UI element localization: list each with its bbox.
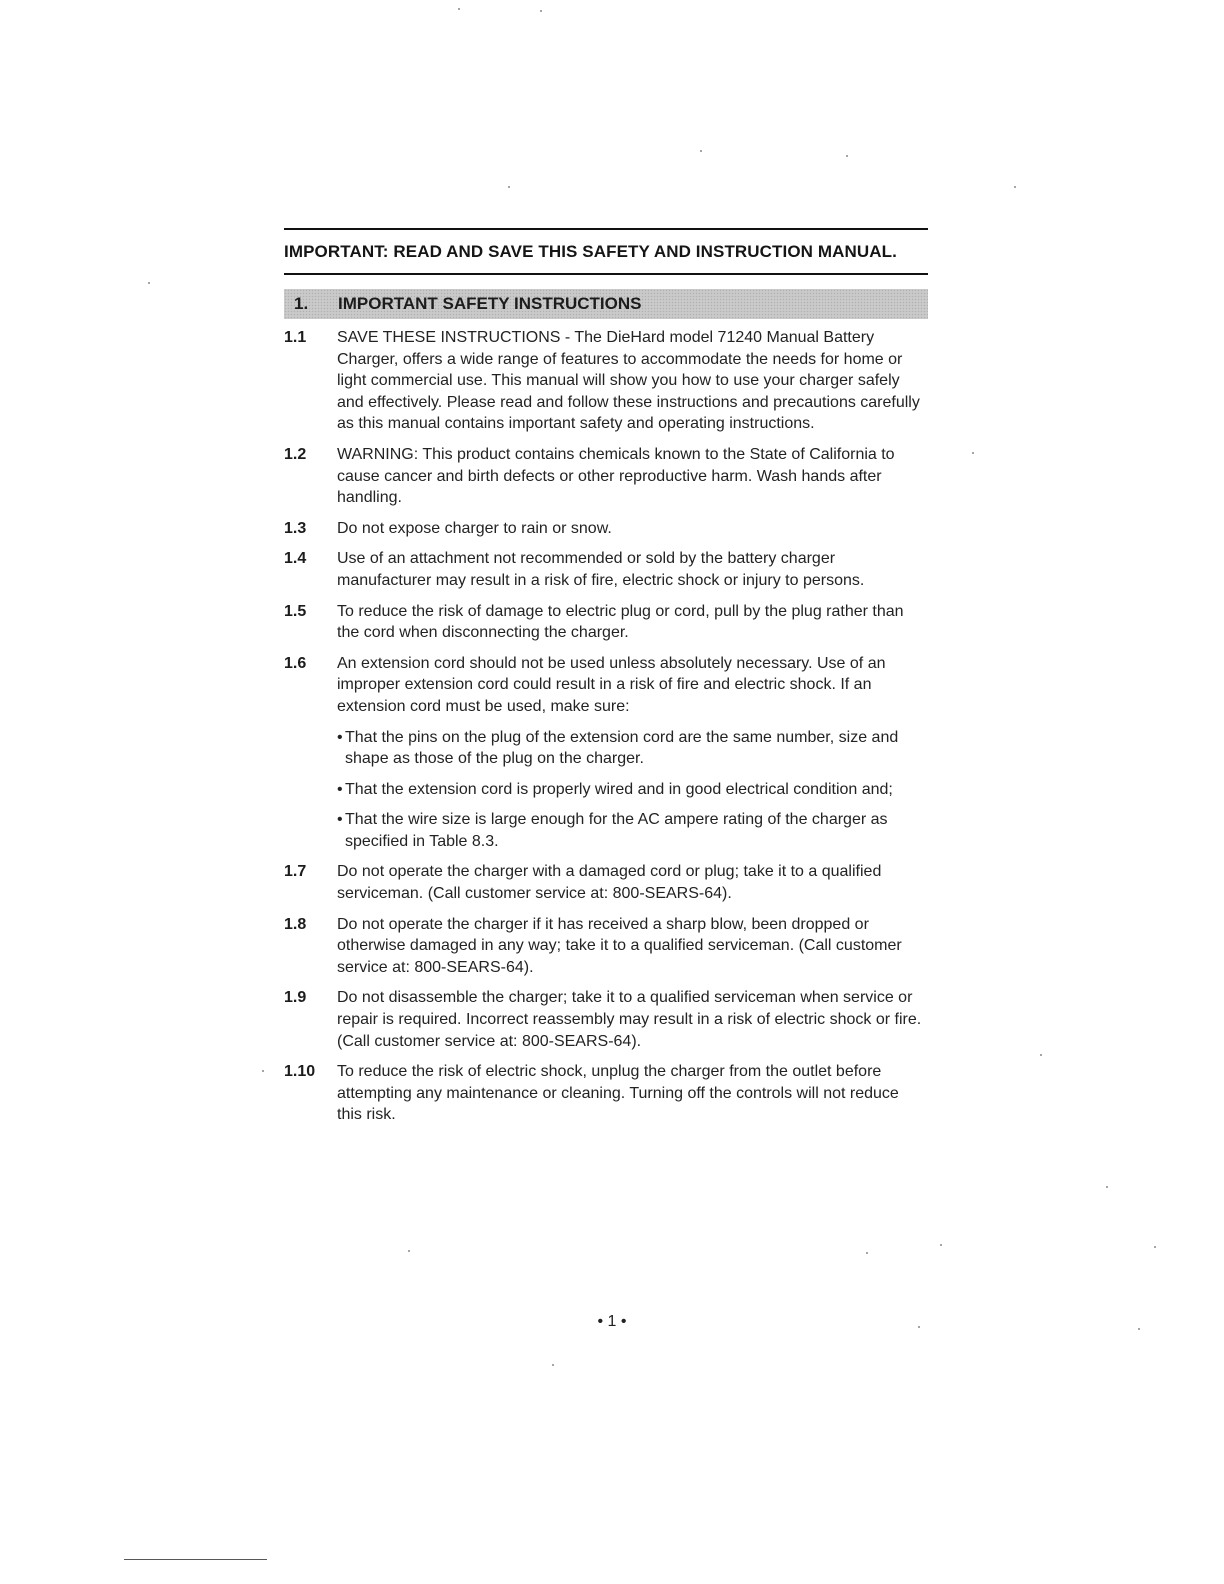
item-number: 1.7 [284,863,307,881]
scan-speck [148,282,150,284]
list-item [284,548,928,591]
scan-speck [846,155,848,157]
bullet-item [337,809,928,852]
list-item [284,601,928,644]
header-banner: IMPORTANT: READ AND SAVE THIS SAFETY AND INSTRUCTION MANUAL. [284,242,897,261]
item-number: 1.10 [284,1063,316,1081]
scan-speck [458,8,460,10]
scan-speck [552,1364,554,1366]
item-text: SAVE THESE INSTRUCTIONS - The DieHard model 71240 Manual Battery Charger, offers a wide range of features to accommodate the needs for home or light commercial use. This manual will show you how to use your charger safely and effectively. Please read and follow these instructions and precautions carefully as this manual contains important safety and operating instructions. [337,329,920,433]
section-number: 1. [294,294,309,313]
item-text: Do not disassemble the charger; take it to a qualified serviceman when service or repair is required. Incorrect reassembly may result in a risk of electric shock or fire. (Call customer service at: 800-SEARS-64). [337,989,922,1050]
item-number: 1.6 [284,654,307,672]
list-item [284,861,928,904]
instruction-list [284,327,928,1126]
bullet-text: That the pins on the plug of the extension cord are the same number, size and shape as those of the plug on the charger. [345,728,899,768]
item-text: To reduce the risk of electric shock, unplug the charger from the outlet before attempting any maintenance or cleaning. Turning off the controls will not reduce this risk. [337,1063,899,1124]
item-body [337,653,928,853]
scan-speck [1106,1186,1108,1188]
item-number: 1.3 [284,519,307,537]
page-content [284,228,928,1135]
scan-speck [408,1250,410,1252]
item-text: An extension cord should not be used unless absolutely necessary. Use of an improper extension cord could result in a risk of fire and electric shock. If an extension cord must be used, make sure: [337,654,886,715]
item-text: WARNING: This product contains chemicals known to the State of California to cause cancer and birth defects or other reproductive harm. Wash hands after handling. [337,445,895,507]
item-text: Do not expose charger to rain or snow. [337,519,612,537]
bullet-marker: • [337,811,343,829]
footer-divider [124,1559,267,1560]
list-item [284,444,928,509]
scan-speck [972,452,974,454]
scan-speck [540,10,542,12]
item-text: Do not operate the charger if it has received a sharp blow, been dropped or otherwise damaged in any way; take it to a qualified serviceman. (Call customer service at: 800-SEARS-64). [337,915,902,976]
item-number: 1.8 [284,915,307,933]
banner-bottom-rule [284,273,928,275]
list-item [284,653,928,853]
item-number: 1.1 [284,329,307,346]
item-number: 1.5 [284,602,307,620]
scan-speck [508,186,510,188]
bullet-marker: • [337,780,343,798]
item-number: 1.2 [284,445,307,463]
list-item [284,327,928,435]
item-number: 1.4 [284,550,307,568]
page-number: • 1 • [597,1313,627,1330]
list-item [284,1061,928,1126]
list-item [284,914,928,979]
scan-speck [262,1070,264,1072]
scan-speck [1040,1054,1042,1056]
scan-speck [700,150,702,152]
scan-speck [1154,1246,1156,1248]
section-title: IMPORTANT SAFETY INSTRUCTIONS [338,294,642,313]
bullet-text: That the wire size is large enough for the AC ampere rating of the charger as specified in Table 8.3. [345,811,888,850]
bullet-text: That the extension cord is properly wired and in good electrical condition and; [345,780,893,798]
item-text: To reduce the risk of damage to electric plug or cord, pull by the plug rather than the cord when disconnecting the charger. [337,602,904,642]
bullet-item [337,779,928,801]
bullet-item [337,727,928,770]
scan-speck [1014,186,1016,188]
item-number: 1.9 [284,989,307,1007]
list-item [284,518,928,540]
item-text: Use of an attachment not recommended or sold by the battery charger manufacturer may result in a risk of fire, electric shock or injury to persons. [337,550,865,589]
section-heading [284,289,928,319]
scan-speck [1138,1328,1140,1330]
scan-speck [918,1326,920,1328]
list-item [284,987,928,1052]
scan-speck [940,1244,942,1246]
bullet-marker: • [337,728,343,746]
scan-speck [866,1252,868,1254]
item-text: Do not operate the charger with a damaged cord or plug; take it to a qualified serviceman. (Call customer service at: 800-SEARS-64). [337,863,882,903]
